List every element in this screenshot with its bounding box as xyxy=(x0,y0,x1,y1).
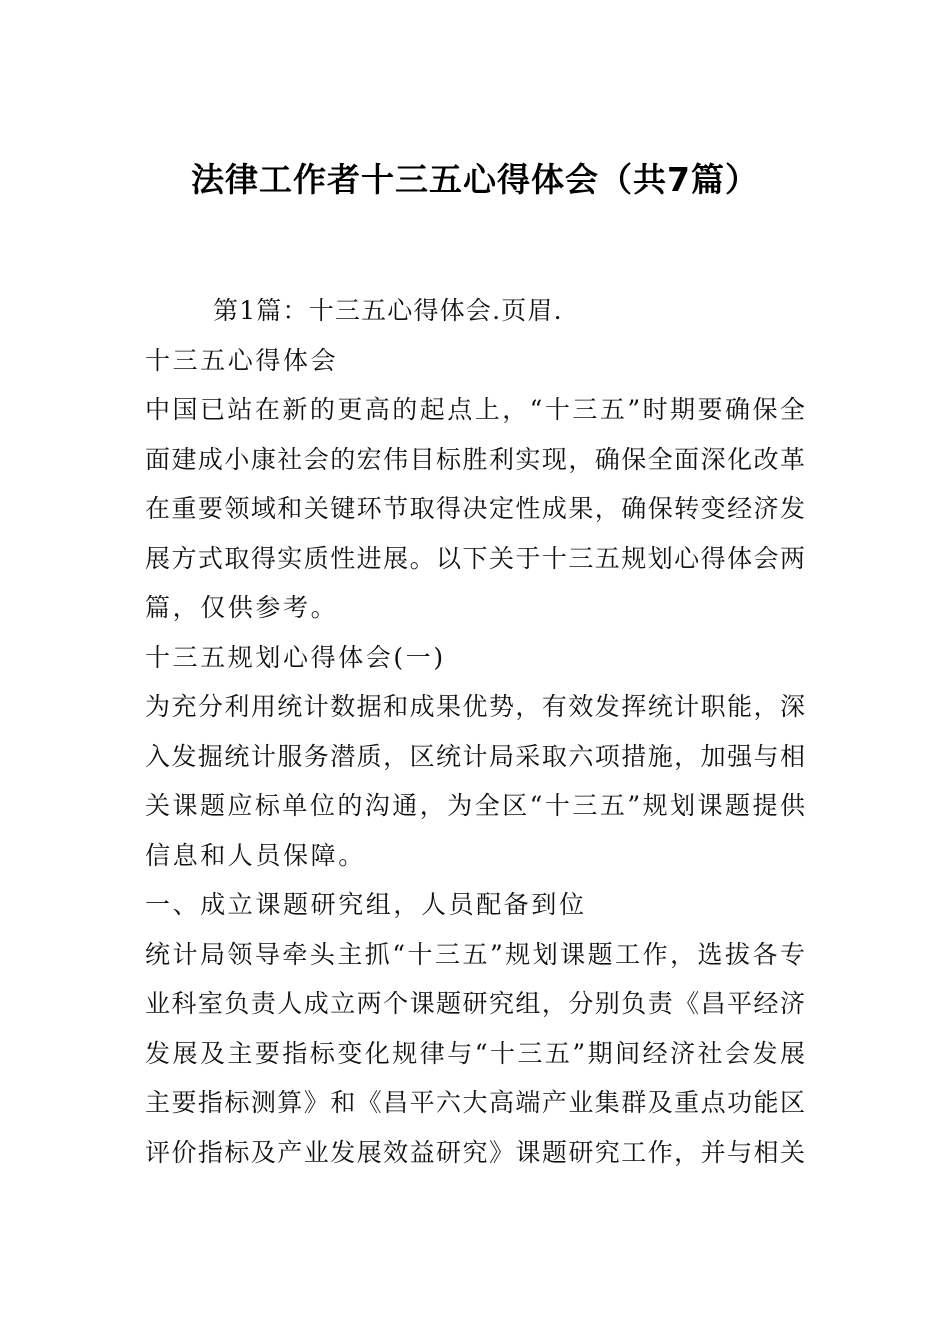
paragraph-line: 评价指标及产业发展效益研究》课题研究工作，并与相关 xyxy=(145,1137,805,1167)
paragraph-line: 发展及主要指标变化规律与“十三五”期间经济社会发展 xyxy=(145,1038,805,1068)
paragraph-line: 篇，仅供参考。 xyxy=(145,593,339,622)
paragraph-line: 展方式取得实质性进展。以下关于十三五规划心得体会两 xyxy=(145,543,805,573)
subheading: 十三五规划心得体会(一) xyxy=(145,642,446,672)
paragraph-line: 入发掘统计服务潜质，区统计局采取六项措施，加强与相 xyxy=(145,741,805,771)
section-heading: 第1篇：十三五心得体会.页眉. xyxy=(213,296,563,325)
subheading: 十三五心得体会 xyxy=(145,345,339,375)
paragraph-line: 业科室负责人成立两个课题研究组，分别负责《昌平经济 xyxy=(145,989,805,1018)
document-body xyxy=(145,286,805,1177)
document-title: 法律工作者十三五心得体会（共7篇） xyxy=(191,160,759,199)
paragraph-line: 中国已站在新的更高的起点上，“十三五”时期要确保全 xyxy=(145,395,805,424)
paragraph-line: 信息和人员保障。 xyxy=(145,840,366,870)
paragraph-line: 在重要领域和关键环节取得决定性成果，确保转变经济发 xyxy=(145,494,805,523)
paragraph-line: 统计局领导牵头主抓“十三五”规划课题工作，选拔各专 xyxy=(145,939,805,969)
subheading: 一、成立课题研究组，人员配备到位 xyxy=(145,890,587,919)
paragraph-line: 面建成小康社会的宏伟目标胜利实现，确保全面深化改革 xyxy=(145,444,805,474)
paragraph-line: 主要指标测算》和《昌平六大高端产业集群及重点功能区 xyxy=(145,1088,805,1117)
paragraph-line: 为充分利用统计数据和成果优势，有效发挥统计职能，深 xyxy=(145,692,805,721)
paragraph-line: 关课题应标单位的沟通，为全区“十三五”规划课题提供 xyxy=(145,791,805,820)
